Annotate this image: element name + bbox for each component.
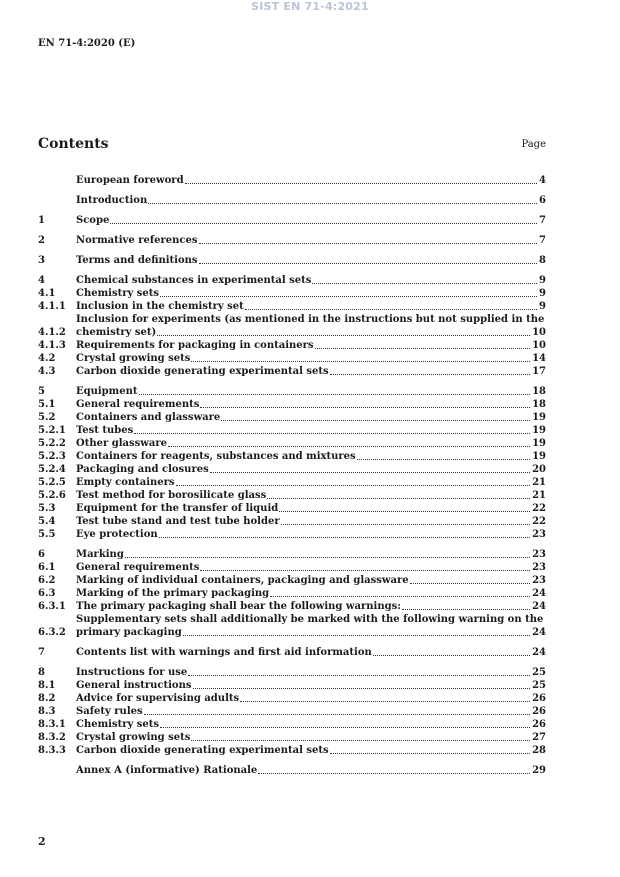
toc-entry[interactable] (38, 300, 546, 313)
toc-entry[interactable] (38, 679, 546, 692)
toc-entry-number: 3 (38, 255, 45, 266)
toc-entry-number: 6.3.2 (38, 627, 66, 638)
dot-leader (185, 183, 537, 184)
toc-entry-page: 9 (539, 275, 546, 286)
document-id: EN 71-4:2020 (E) (38, 38, 136, 49)
toc-entry-number: 8.2 (38, 693, 56, 704)
toc-entry-page: 7 (539, 215, 546, 226)
toc-entry-title: Contents list with warnings and first aid information (76, 647, 372, 658)
toc-entry-page: 22 (532, 503, 546, 514)
toc-entry-title: Chemical substances in experimental sets (76, 275, 312, 286)
toc-entry-title: Instructions for use (76, 667, 188, 678)
toc-entry[interactable] (38, 705, 546, 718)
toc-entry-title: Safety rules (76, 706, 143, 717)
toc-entry-number: 6.3.1 (38, 601, 66, 612)
toc-entry-page: 26 (532, 706, 546, 717)
toc-entry-page: 18 (532, 386, 546, 397)
watermark: SIST EN 71-4:2021 (251, 0, 369, 13)
toc-entry-page: 10 (532, 340, 546, 351)
dot-leader (245, 309, 537, 310)
toc-entry-number: 6.2 (38, 575, 56, 586)
toc-entry-title: General requirements (76, 562, 200, 573)
toc-entry[interactable] (38, 287, 546, 300)
toc-entry-page: 28 (532, 745, 546, 756)
toc-entry-page: 19 (532, 451, 546, 462)
toc-entry[interactable] (38, 463, 546, 476)
toc-entry-page: 25 (532, 667, 546, 678)
dot-leader (315, 348, 531, 349)
toc-entry-page: 27 (532, 732, 546, 743)
toc-entry-number: 8.3.3 (38, 745, 66, 756)
toc-entry-number: 6 (38, 549, 45, 560)
toc-entry-title: Chemistry sets (76, 288, 160, 299)
dot-leader (281, 524, 530, 525)
toc-entry-title: Crystal growing sets (76, 353, 191, 364)
toc-entry-title: Empty containers (76, 477, 175, 488)
toc-entry-title-continued: primary packaging (76, 627, 182, 638)
toc-entry[interactable] (38, 398, 546, 411)
toc-entry[interactable] (38, 254, 546, 267)
toc-entry[interactable] (38, 561, 546, 574)
contents-title: Contents (38, 136, 109, 152)
dot-leader (267, 498, 530, 499)
dot-leader (110, 223, 537, 224)
toc-entry-page: 24 (532, 588, 546, 599)
dot-leader (270, 596, 530, 597)
dot-leader (144, 714, 530, 715)
toc-entry-number: 5.2.1 (38, 425, 66, 436)
toc-entry-number: 5.2.2 (38, 438, 66, 449)
toc-entry-number: 5 (38, 386, 45, 397)
toc-entry-number: 5.2.5 (38, 477, 66, 488)
dot-leader (139, 394, 531, 395)
dot-leader (168, 446, 530, 447)
toc-entry[interactable] (38, 174, 546, 187)
toc-entry-page: 4 (539, 175, 546, 186)
toc-entry[interactable] (38, 744, 546, 757)
toc-entry-number: 5.5 (38, 529, 56, 540)
dot-leader (159, 537, 530, 538)
toc-entry-number: 8.3.2 (38, 732, 66, 743)
toc-entry-title: Requirements for packaging in containers (76, 340, 314, 351)
toc-entry-number: 7 (38, 647, 45, 658)
toc-entry-number: 5.4 (38, 516, 56, 527)
toc-entry-page: 21 (532, 490, 546, 501)
toc-entry-number: 5.2.6 (38, 490, 66, 501)
toc-entry-title: Carbon dioxide generating experimental sets (76, 366, 329, 377)
toc-entry-page: 18 (532, 399, 546, 410)
toc-entry-title: Eye protection (76, 529, 158, 540)
toc-entry-number: 2 (38, 235, 45, 246)
toc-entry[interactable] (38, 476, 546, 489)
toc-entry-title: Marking (76, 549, 124, 560)
page-number: 2 (38, 835, 46, 848)
toc-entry-page: 19 (532, 412, 546, 423)
toc-entry[interactable] (38, 489, 546, 502)
toc-entry-title: Inclusion in the chemistry set (76, 301, 244, 312)
toc-entry[interactable] (38, 600, 546, 613)
toc-entry[interactable] (38, 515, 546, 528)
toc-entry-number: 8 (38, 667, 45, 678)
toc-entry-title: Packaging and closures (76, 464, 209, 475)
toc-entry-title: Test tube stand and test tube holder (76, 516, 280, 527)
toc-entry-page: 22 (532, 516, 546, 527)
toc-entry-page: 8 (539, 255, 546, 266)
toc-entry-title: Supplementary sets shall additionally be marked with the following warning on the (76, 614, 544, 625)
toc-entry[interactable] (38, 450, 546, 463)
dot-leader (373, 655, 530, 656)
toc-entry-title: Chemistry sets (76, 719, 160, 730)
toc-entry-page: 21 (532, 477, 546, 488)
toc-entry[interactable] (38, 548, 546, 561)
toc-entry-title: Test tubes (76, 425, 134, 436)
toc-entry[interactable] (38, 731, 546, 744)
toc-entry-title: Crystal growing sets (76, 732, 191, 743)
dot-leader (410, 583, 530, 584)
dot-leader (200, 407, 530, 408)
toc-entry-page: 23 (532, 549, 546, 560)
toc-entry[interactable] (38, 339, 546, 352)
dot-leader (134, 433, 530, 434)
toc-entry-page: 26 (532, 693, 546, 704)
toc-entry-title: Terms and definitions (76, 255, 198, 266)
dot-leader (193, 688, 531, 689)
toc-entry-number: 1 (38, 215, 45, 226)
toc-entry-number: 6.1 (38, 562, 56, 573)
toc-entry-page: 19 (532, 425, 546, 436)
toc-entry-title: Scope (76, 215, 110, 226)
toc-entry-page: 9 (539, 288, 546, 299)
toc-entry-title: Marking of the primary packaging (76, 588, 270, 599)
toc-entry-title: Advice for supervising adults (76, 693, 240, 704)
dot-leader (176, 485, 531, 486)
toc-entry[interactable] (38, 718, 546, 731)
toc-entry-number: 5.3 (38, 503, 56, 514)
toc-entry-title: European foreword (76, 175, 184, 186)
toc-entry-title: The primary packaging shall bear the following warnings: (76, 601, 401, 612)
toc-entry[interactable] (38, 385, 546, 398)
dot-leader (357, 459, 530, 460)
toc-entry-number: 5.2.4 (38, 464, 66, 475)
toc-entry-number: 4 (38, 275, 45, 286)
toc-entry-number: 5.1 (38, 399, 56, 410)
toc-entry-number: 8.3 (38, 706, 56, 717)
dot-leader (183, 635, 530, 636)
dot-leader (221, 420, 530, 421)
toc-entry[interactable] (38, 692, 546, 705)
dot-leader (312, 283, 537, 284)
table-of-contents (38, 174, 546, 777)
toc-entry-page: 14 (532, 353, 546, 364)
toc-entry[interactable] (38, 666, 546, 679)
toc-entry-page: 23 (532, 575, 546, 586)
toc-entry[interactable] (38, 274, 546, 287)
dot-leader (200, 570, 530, 571)
toc-entry-page: 19 (532, 438, 546, 449)
toc-entry-title: Other glassware (76, 438, 167, 449)
toc-entry-title: Normative references (76, 235, 198, 246)
dot-leader (199, 263, 538, 264)
toc-entry-title: Test method for borosilicate glass (76, 490, 267, 501)
toc-entry-number: 5.2 (38, 412, 56, 423)
toc-entry-title: Containers and glassware (76, 412, 221, 423)
toc-entry[interactable] (38, 528, 546, 541)
toc-entry-number: 4.1.2 (38, 327, 66, 338)
toc-entry-page: 24 (532, 601, 546, 612)
toc-entry-page: 29 (532, 765, 546, 776)
dot-leader (330, 374, 530, 375)
toc-entry[interactable] (38, 574, 546, 587)
dot-leader (258, 773, 530, 774)
toc-entry-title-continued: chemistry set) (76, 327, 157, 338)
toc-entry-page: 24 (532, 647, 546, 658)
dot-leader (191, 361, 530, 362)
toc-entry[interactable] (38, 437, 546, 450)
toc-entry[interactable] (38, 214, 546, 227)
dot-leader (402, 609, 530, 610)
toc-entry-title: Marking of individual containers, packaging and glassware (76, 575, 409, 586)
toc-entry-page: 6 (539, 195, 546, 206)
toc-entry-page: 20 (532, 464, 546, 475)
page-column-heading: Page (521, 139, 546, 150)
toc-entry-number: 8.1 (38, 680, 56, 691)
dot-leader (125, 557, 530, 558)
dot-leader (240, 701, 530, 702)
toc-entry-number: 5.2.3 (38, 451, 66, 462)
dot-leader (210, 472, 530, 473)
toc-entry[interactable] (38, 313, 546, 339)
toc-entry[interactable] (38, 352, 546, 365)
toc-entry[interactable] (38, 194, 546, 207)
toc-entry-title: Equipment for the transfer of liquid (76, 503, 279, 514)
toc-entry-title: General instructions (76, 680, 192, 691)
dot-leader (199, 243, 538, 244)
toc-entry-title: Inclusion for experiments (as mentioned in the instructions but not supplied in the (76, 314, 545, 325)
toc-entry-number: 4.2 (38, 353, 56, 364)
toc-entry[interactable] (38, 764, 546, 777)
toc-entry[interactable] (38, 424, 546, 437)
dot-leader (157, 335, 530, 336)
dot-leader (148, 203, 537, 204)
toc-entry[interactable] (38, 646, 546, 659)
toc-entry[interactable] (38, 365, 546, 378)
toc-entry-number: 8.3.1 (38, 719, 66, 730)
toc-entry-page: 25 (532, 680, 546, 691)
toc-entry-page: 23 (532, 562, 546, 573)
toc-entry[interactable] (38, 587, 546, 600)
toc-entry-title: Equipment (76, 386, 138, 397)
toc-entry[interactable] (38, 234, 546, 247)
dot-leader (160, 727, 530, 728)
toc-entry-title: Containers for reagents, substances and mixtures (76, 451, 356, 462)
dot-leader (188, 675, 530, 676)
toc-entry-page: 17 (532, 366, 546, 377)
toc-entry-page: 10 (532, 327, 546, 338)
toc-entry-page: 26 (532, 719, 546, 730)
toc-entry-page: 7 (539, 235, 546, 246)
toc-entry[interactable] (38, 502, 546, 515)
dot-leader (330, 753, 530, 754)
toc-entry-number: 4.1 (38, 288, 56, 299)
toc-entry-title: Introduction (76, 195, 148, 206)
toc-entry-number: 4.1.3 (38, 340, 66, 351)
dot-leader (191, 740, 530, 741)
toc-entry-number: 6.3 (38, 588, 56, 599)
toc-entry[interactable] (38, 411, 546, 424)
toc-entry[interactable] (38, 613, 546, 639)
toc-entry-title: Annex A (informative) Rationale (76, 765, 258, 776)
toc-entry-page: 23 (532, 529, 546, 540)
dot-leader (279, 511, 530, 512)
toc-entry-title: General requirements (76, 399, 200, 410)
toc-entry-number: 4.1.1 (38, 301, 66, 312)
toc-entry-page: 9 (539, 301, 546, 312)
toc-entry-page: 24 (532, 627, 546, 638)
toc-entry-title: Carbon dioxide generating experimental sets (76, 745, 329, 756)
toc-entry-number: 4.3 (38, 366, 56, 377)
dot-leader (160, 296, 537, 297)
